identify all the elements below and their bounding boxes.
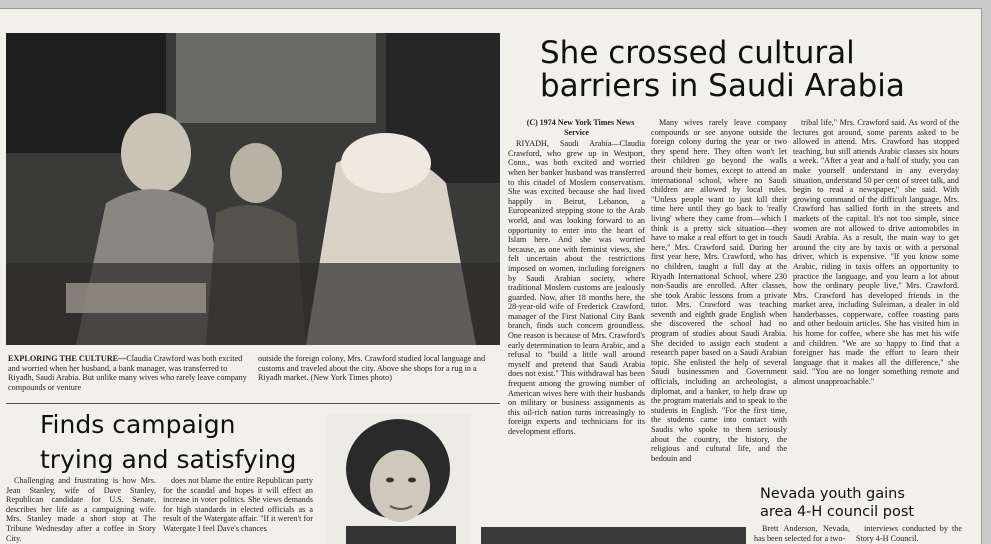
section-divider	[6, 403, 500, 404]
second-story-column-2	[163, 476, 313, 544]
market-scene-illustration	[6, 33, 500, 345]
newspaper-page	[0, 8, 982, 544]
column-text: Many wives rarely leave company compounds or see anyone outside the foreign colony during the year or two they spend here. They often won't let their children go beyond the walls around their homes, except to attend an international school, where no Saudi children are allowed by local rules. "Unless people want to just kill their time here until they go back to 'really living' where they came from—which I think is a pretty sick situation—they have to make a real effort to get in touch here," Mrs. Crawford said. During her first year here, Mrs. Crawford, who has no children, taught a full day at the Riyadh International School, where 230 non-Saudis are enrolled. After classes, she took Arabic lessons from a private tutor. Mrs. Crawford was teaching seventh and eighth grade English when she discovered the school had no program of studies about Saudi Arabia. She decided to assign each student a research paper based on a Saudi Arabian topic. She enlisted the help of several Saudi businessmen and Government officials, including an archeologist, a diplomat, and a banker, to help draw up the program materials and to speak to the students in English. "For the first time, the students came into contact with Saudis who spoke to them seriously about the country, the history, the religious and cultural life, and the bedouin and	[651, 118, 787, 463]
second-headline-line-2: trying and satisfying	[40, 445, 297, 474]
second-story-column-1	[6, 476, 156, 544]
third-story-column-1	[754, 524, 850, 544]
column-text: RIYADH, Saudi Arabia—Claudia Crawford, who grew up in Westport, Conn., was both excited and worried when her banker husband was transferred to this citadel of Moslem conservatism. She was excited because she had lived happily in Beirut, Lebanon, a Europeanized stepping stone to the Arab world, and was looking forward to an opportunity to enter into the heart of Islam here. And she was worried because, as one with feminist views, she felt uncertain about the restrictions imposed on women, including foreigners by Saudi Arabian society, where traditional Moslem customs are jealously guarded. Now, after 18 months here, the 28-year-old wife of Frederick Crawford, manager of the First National City Bank branch, finds such concern groundless. One reason is because of Mrs. Crawford's early determination to learn Arabic, and a refusal to "build a little wall around myself and pretend that Saudi Arabia does not exist." This withdrawal has been frequent among the growing number of American wives here with their husbands on military or business assignments as this oil-rich nation turns increasingly to foreign experts and technicians for its development efforts.	[508, 139, 645, 436]
main-headline: She crossed cultural barriers in Saudi Arabia	[540, 35, 905, 105]
column-text: tribal life," Mrs. Crawford said. As word of the lectures got around, some parents asked to be allowed in attend. Mrs. Crawford has stopped teaching, but still attends Arabic classes six hours a week. "After a year and a half of study, you can make yourself understand in any everyday situation, understand 50 per cent of street talk, and begin to read a newspaper," she said. With growing command of the difficult language, Mrs. Crawford has sallied forth in the streets and markets of the capital. It's not too simple, since women are not allowed to drive automobiles in Saudi Arabia. As a result, the main way to get around the city are by taxis or with a personal driver, which is expensive. "If you know some Arabic, riding in taxis offers an opportunity to practice the language, and you learn a lot about how the ordinary people live," Mrs. Crawford. Mrs. Crawford has developed friends in the market area, including Suleiman, a dealer in old handerbasses, copperware, coffee roasting pans and other bedouin articles. She has visited him in his home for coffee, where she has met his wife and children. "We are so happy to find that a foreigner has made the effort to learn their language that it makes all the difference," she said. "You are no longer something remote and almost unapproachable."	[793, 118, 959, 387]
main-story-column-1	[508, 118, 645, 468]
portrait-photo	[326, 414, 471, 544]
portrait-illustration	[326, 414, 471, 544]
main-story-column-3	[793, 118, 959, 478]
column-text: interviews conducted by the Story 4-H Council.	[856, 524, 962, 543]
third-headline-line-2: area 4-H council post	[760, 504, 915, 520]
photo-caption-left	[8, 354, 248, 392]
column-text: Brett Anderson, Nevada, has been selected for a two-	[754, 524, 850, 543]
column-text: Challenging and frustrating is how Mrs. Jean Stanley, wife of Dave Stanley, Republican candidate for U.S. Senate, describes her life as a campaigning wife. Mrs. Stanley made a short stop at The Tribune Wednesday after a coffee in Story City.	[6, 476, 156, 543]
advertisement-strip	[481, 527, 746, 544]
third-headline-line-1: Nevada youth gains	[760, 486, 905, 502]
market-photo	[6, 33, 500, 345]
photo-caption-right	[258, 354, 500, 383]
column-text: does not blame the entire Republican party for the scandal and hopes it will effect an increase in voter politics. She views demands for high standards in elected officials as a result of the Watergate affair. "If it weren't for Watergate I feel Dave's chances	[163, 476, 313, 533]
caption-lead: EXPLORING THE CULTURE—	[8, 354, 127, 363]
caption-text: Claudia Crawford was both excited and worried when her husband, a bank manager, was transferred to Riyadh, Saudi Arabia. But unlike many wives who rarely leave company compounds or venture	[8, 354, 247, 392]
main-story-column-2	[651, 118, 787, 478]
third-story-column-2	[856, 524, 962, 544]
second-headline-line-1: Finds campaign	[40, 410, 236, 439]
news-credit: (C) 1974 New York Times News Service	[526, 118, 635, 137]
caption-text: outside the foreign colony, Mrs. Crawford studied local language and customs and traveled about the city. Above she shops for a rug in a Riyadh market. (New York Times photo)	[258, 354, 486, 383]
